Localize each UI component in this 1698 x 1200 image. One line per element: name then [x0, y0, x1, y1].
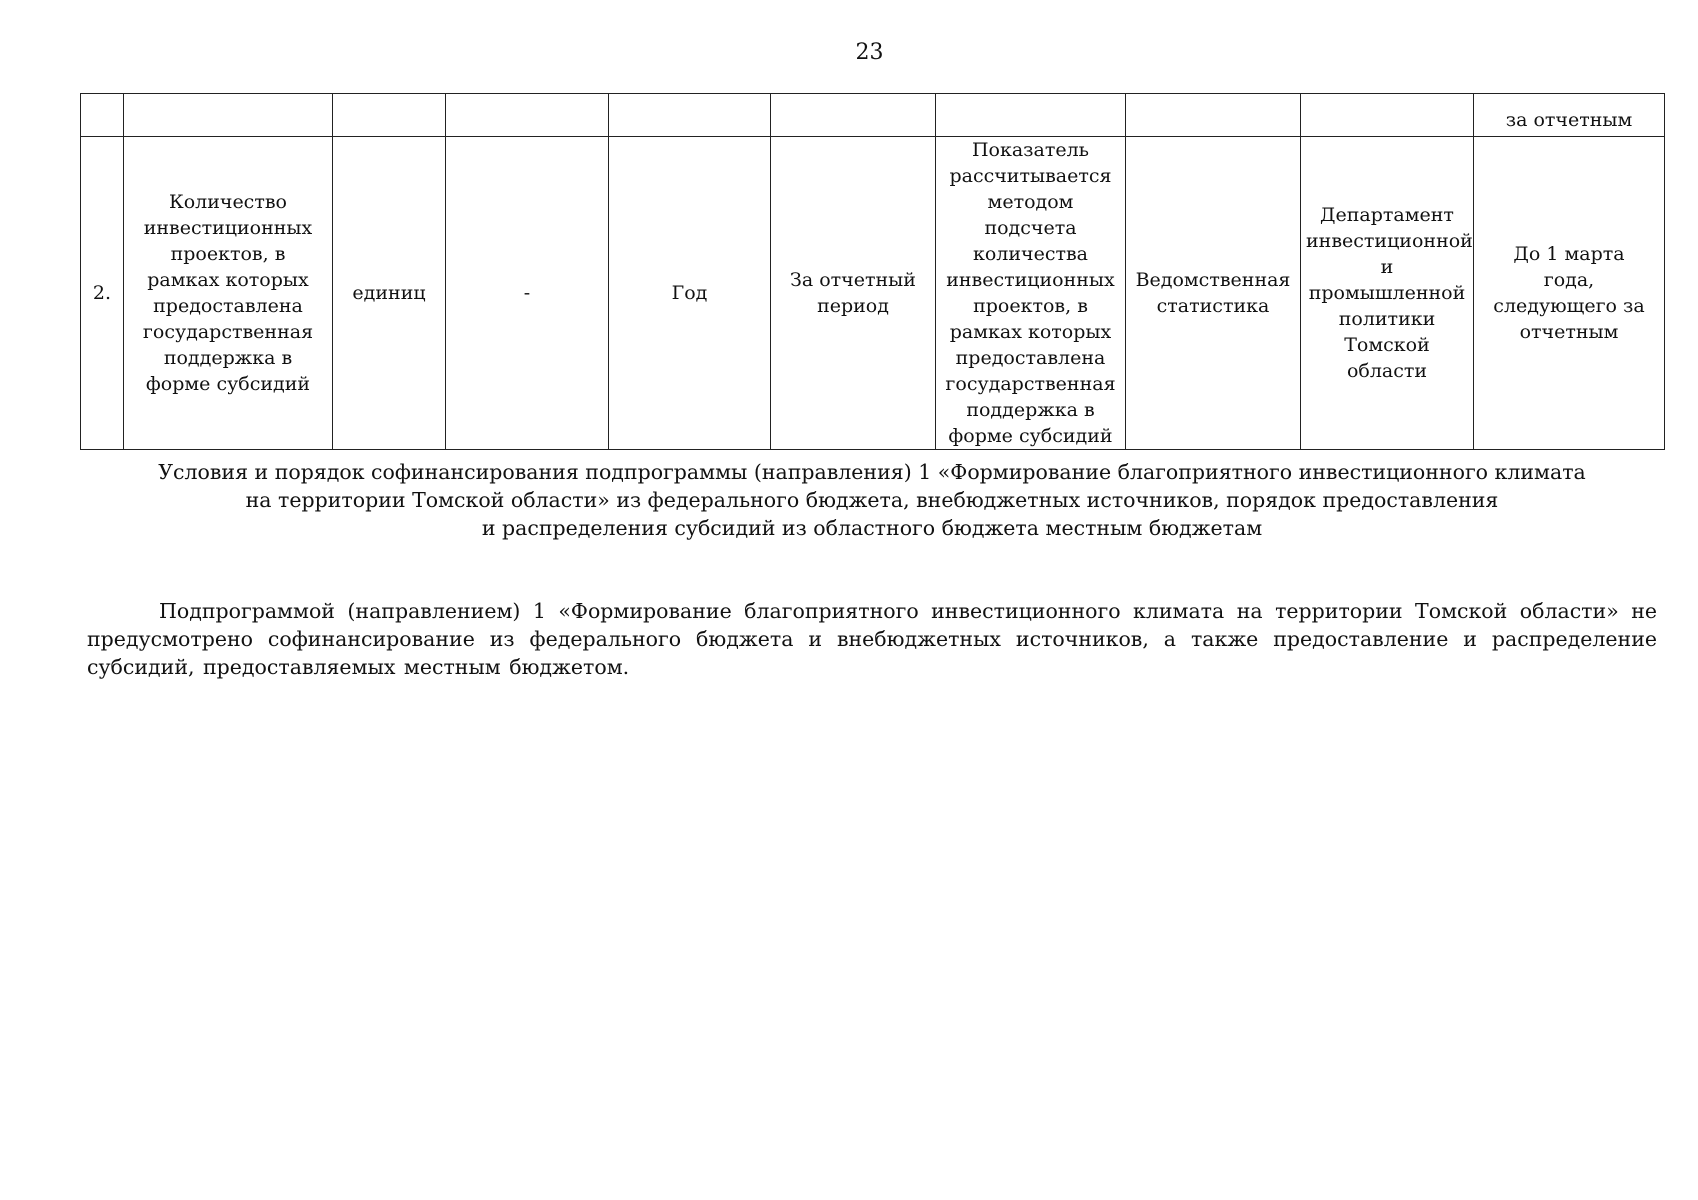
frequency-cell: Год [609, 137, 771, 450]
deadline-cell: До 1 марта года, следующего за отчетным [1474, 137, 1665, 450]
table-cell [1126, 94, 1301, 137]
table-cell [771, 94, 936, 137]
period-cell: За отчетный период [771, 137, 936, 450]
table-cell [333, 94, 446, 137]
page-number: 23 [855, 40, 884, 65]
deadline-continuation-cell: за отчетным [1474, 94, 1665, 137]
table-row-continuation [81, 94, 1665, 137]
indicators-table [80, 93, 1665, 450]
method-cell: Показатель рассчитывается методом подсчета количества инвестиционных проектов, в рамках которых предоставлена государственная поддержка в форме субсидий [936, 137, 1126, 450]
unit-cell: единиц [333, 137, 446, 450]
table-cell [446, 94, 609, 137]
heading-line: на территории Томской области» из федерального бюджета, внебюджетных источников, порядок предоставления [245, 488, 1499, 512]
table-cell [81, 94, 124, 137]
heading-line: и распределения субсидий из областного бюджета местным бюджетам [481, 516, 1263, 540]
table-cell [609, 94, 771, 137]
responsible-cell: Департамент инвестиционной и промышленной политики Томской области [1301, 137, 1474, 450]
source-cell: Ведомственная статистика [1126, 137, 1301, 450]
body-paragraph: Подпрограммой (направлением) 1 «Формирование благоприятного инвестиционного климата на территории Томской области» не предусмотрено софинансирование из федерального бюджета и внебюджетных источников, а также предоставление и распределение субсидий, предоставляемых местным бюджетом. [87, 599, 1657, 679]
section-heading [80, 458, 1664, 542]
row-number-cell: 2. [81, 137, 124, 450]
indicator-name-cell: Количество инвестиционных проектов, в рамках которых предоставлена государственная поддержка в форме субсидий [124, 137, 333, 450]
table-cell [936, 94, 1126, 137]
table-cell [124, 94, 333, 137]
dash-cell: - [446, 137, 609, 450]
heading-line: Условия и порядок софинансирования подпрограммы (направления) 1 «Формирование благоприятного инвестиционного климата [158, 460, 1586, 484]
table-row [81, 137, 1665, 450]
table-cell [1301, 94, 1474, 137]
